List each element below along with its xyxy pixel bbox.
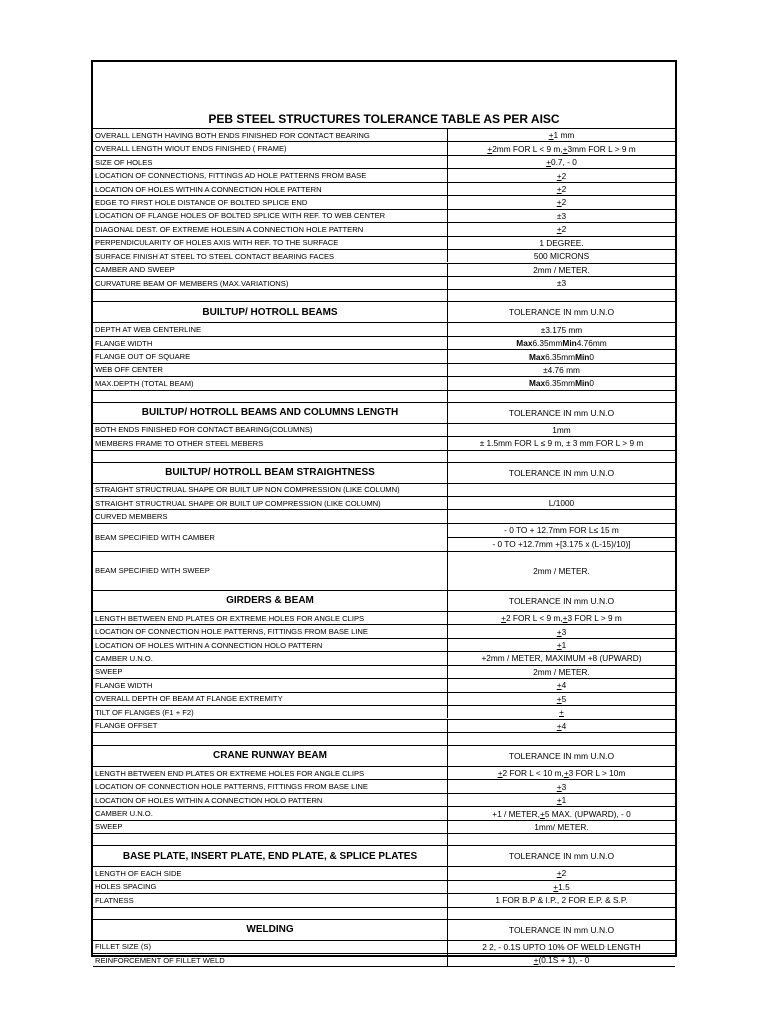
tolerance-value: + 2	[556, 868, 567, 879]
table-row	[93, 141, 675, 154]
section-heading: GIRDERS & BEAM	[93, 591, 448, 611]
table-row	[93, 249, 675, 262]
tolerance-value: + 4	[556, 680, 567, 691]
blank-cell	[93, 391, 448, 402]
tolerance-value: 1mm	[552, 424, 571, 435]
blank-cell	[93, 290, 448, 301]
table-row	[93, 423, 675, 436]
tolerance-heading: TOLERANCE IN mm U.N.O	[508, 595, 615, 606]
tolerance-heading: TOLERANCE IN mm U.N.O	[508, 407, 615, 418]
page-title: PEB STEEL STRUCTURES TOLERANCE TABLE AS PER AISC	[208, 112, 560, 126]
tolerance-value: 500 MICRONS	[533, 251, 590, 262]
table-row	[93, 779, 675, 792]
item-label: STRAIGHT STRUCTRUAL SHAPE OR BUILT UP COMPRESSION (LIKE COLUMN)	[93, 497, 448, 509]
item-label: FLANGE OFFSET	[93, 720, 448, 732]
tolerance-value: + 1 mm	[548, 130, 575, 141]
item-label: FILLET SIZE (S)	[93, 941, 448, 953]
table-row	[93, 289, 675, 301]
table-row	[93, 263, 675, 276]
table-row	[93, 845, 675, 866]
table-row	[93, 919, 675, 940]
section-heading: WELDING	[93, 920, 448, 940]
table-row	[93, 182, 675, 195]
table-row	[93, 336, 675, 349]
blank-cell	[93, 451, 448, 462]
tolerance-value: + 2	[556, 197, 567, 208]
table-row	[93, 624, 675, 637]
tolerance-value: + 0.7, - 0	[546, 157, 577, 168]
item-label: LOCATION OF HOLES WITHIN A CONNECTION HOLO PATTERN	[93, 794, 448, 806]
tolerance-value: ±3.175 mm	[540, 324, 583, 335]
item-label: OVERALL LENGTH WIOUT ENDS FINISHED ( FRAME)	[93, 142, 448, 154]
blank-cell	[93, 834, 448, 845]
table-row	[93, 390, 675, 402]
tolerance-heading: TOLERANCE IN mm U.N.O	[508, 851, 615, 862]
table-row	[93, 402, 675, 423]
item-label: SIZE OF HOLES	[93, 156, 448, 168]
tolerance-value: + 3	[556, 781, 567, 792]
item-label: LENGTH BETWEEN END PLATES OR EXTREME HOLES FOR ANGLE CLIPS	[93, 612, 448, 624]
table-row	[93, 833, 675, 845]
item-label: SWEEP	[93, 821, 448, 833]
tolerance-value: Max 6.35mm Min 0	[528, 378, 595, 389]
section-heading: CRANE RUNWAY BEAM	[93, 746, 448, 766]
table-row	[93, 820, 675, 833]
tolerance-value: 2mm / METER.	[533, 565, 590, 576]
table-row	[93, 551, 675, 590]
table-row	[93, 450, 675, 462]
item-label: FLATNESS	[93, 894, 448, 906]
tolerance-value: ±3	[556, 210, 567, 221]
tolerance-heading: TOLERANCE IN mm U.N.O	[508, 750, 615, 761]
tolerance-value: +2mm / METER, MAXIMUM +8 (UPWARD)	[481, 653, 642, 664]
table-row	[93, 236, 675, 249]
section-heading: BASE PLATE, INSERT PLATE, END PLATE, & SPLICE PLATES	[93, 846, 448, 866]
tolerance-value: + 2	[556, 170, 567, 181]
item-label: LOCATION OF CONNECTION HOLE PATTERNS, FITTINGS FROM BASE LINE	[93, 780, 448, 792]
item-label: CAMBER AND SWEEP	[93, 264, 448, 276]
table-row	[93, 168, 675, 181]
item-label: STRAIGHT STRUCTRUAL SHAPE OR BUILT UP NON COMPRESSION (LIKE COLUMN)	[93, 484, 448, 496]
table-row	[93, 953, 675, 966]
table-row	[93, 301, 675, 322]
item-label: MEMBERS FRAME TO OTHER STEEL MEBERS	[93, 437, 448, 449]
table-row	[93, 276, 675, 289]
table-row	[93, 692, 675, 705]
item-label: LENGTH BETWEEN END PLATES OR EXTREME HOLES FOR ANGLE CLIPS	[93, 767, 448, 779]
tolerance-value: 2mm / METER.	[533, 264, 590, 275]
blank-cell	[448, 451, 675, 462]
tolerance-value: + 5	[556, 693, 567, 704]
tolerance-value: + 1.5	[553, 881, 570, 892]
table-row	[93, 349, 675, 362]
tolerance-value	[448, 524, 675, 551]
item-label: FLANGE WIDTH	[93, 679, 448, 691]
item-label: FLANGE WIDTH	[93, 337, 448, 349]
blank-cell	[93, 733, 448, 745]
table-row	[93, 866, 675, 879]
blank-cell	[448, 733, 675, 745]
table-row	[93, 793, 675, 806]
tolerance-sheet	[91, 60, 677, 966]
item-label: DEPTH AT WEB CENTERLINE	[93, 323, 448, 335]
blank-cell	[448, 834, 675, 845]
item-label: LOCATION OF CONNECTION HOLE PATTERNS, FITTINGS FROM BASE LINE	[93, 625, 448, 637]
camber-tol-1: - 0 TO + 12.7mm FOR L≤ 15 m	[504, 525, 619, 536]
item-label: CURVED MEMBERS	[93, 510, 448, 522]
item-label: SWEEP	[93, 666, 448, 678]
table-row	[93, 376, 675, 389]
section-heading: BUILTUP/ HOTROLL BEAMS	[93, 302, 448, 322]
table-row	[93, 209, 675, 222]
table-row	[93, 222, 675, 235]
item-label: CAMBER U.N.O.	[93, 652, 448, 664]
table-row	[93, 880, 675, 893]
tolerance-value: + 2mm FOR L < 9 m, + 3mm FOR L > 9 m	[487, 143, 636, 154]
item-label: MAX.DEPTH (TOTAL BEAM)	[93, 377, 448, 389]
table-row	[93, 509, 675, 522]
camber-tol-2: - 0 TO +12.7mm +[3.175 x (L-15)/10)]	[448, 537, 675, 551]
tolerance-value: Max 6.35mm Min 0	[528, 351, 595, 362]
table-row	[93, 611, 675, 624]
section-heading: BUILTUP/ HOTROLL BEAMS AND COLUMNS LENGTH	[93, 403, 448, 423]
tolerance-value: ±3	[556, 278, 567, 289]
item-label: LOCATION OF CONNECTIONS, FITTINGS AD HOLE PATTERNS FROM BASE	[93, 169, 448, 181]
section-heading: BUILTUP/ HOTROLL BEAM STRAIGHTNESS	[93, 463, 448, 483]
tolerance-value: + 2	[556, 184, 567, 195]
table-row	[93, 665, 675, 678]
table-row	[93, 462, 675, 483]
tolerance-value: 1mm/ METER.	[534, 821, 589, 832]
item-label: TILT OF FLANGES (F1 + F2)	[93, 706, 448, 718]
tolerance-value: + 1	[556, 640, 567, 651]
item-label: EDGE TO FIRST HOLE DISTANCE OF BOLTED SPLICE END	[93, 196, 448, 208]
tolerance-heading: TOLERANCE IN mm U.N.O	[508, 467, 615, 478]
table-row	[93, 363, 675, 376]
item-label: OVERALL DEPTH OF BEAM AT FLANGE EXTREMITY	[93, 693, 448, 705]
table-end-line	[93, 966, 675, 967]
item-label: OVERALL LENGTH HAVING BOTH ENDS FINISHED FOR CONTACT BEARING	[93, 129, 448, 141]
tolerance-value: 2 2, - 0.1S UPTO 10% OF WELD LENGTH	[482, 941, 641, 952]
tolerance-heading: TOLERANCE IN mm U.N.O	[508, 924, 615, 935]
table-row	[93, 705, 675, 718]
item-label: REINFORCEMENT OF FILLET WELD	[93, 954, 448, 966]
table-row	[93, 195, 675, 208]
table-row	[93, 806, 675, 819]
item-label: LOCATION OF FLANGE HOLES OF BOLTED SPLICE WITH REF. TO WEB CENTER	[93, 210, 448, 222]
tolerance-value: +1 / METER, + 5 MAX. (UPWARD), - 0	[492, 808, 631, 819]
table-row	[93, 590, 675, 611]
table-row	[93, 940, 675, 953]
blank-cell	[448, 290, 675, 301]
tolerance-value: +	[559, 707, 564, 718]
tolerance-value: + 4	[556, 720, 567, 731]
tolerance-value: ± 1.5mm FOR L ≤ 9 m, ± 3 mm FOR L > 9 m	[479, 438, 644, 449]
tolerance-value: Max 6.35mm Min 4.76mm	[516, 338, 607, 349]
table-row	[93, 745, 675, 766]
tolerance-value: + 1	[556, 795, 567, 806]
item-label: LOCATION OF HOLES WITHIN A CONNECTION HOLE PATTERN	[93, 183, 448, 195]
item-label: BEAM SPECIFIED WITH SWEEP	[93, 552, 448, 590]
item-label: WEB OFF CENTER	[93, 364, 448, 376]
blank-cell	[93, 908, 448, 919]
table-row	[93, 523, 675, 551]
tolerance-value	[448, 484, 675, 496]
item-label: SURFACE FINISH AT STEEL TO STEEL CONTACT BEARING FACES	[93, 250, 448, 262]
blank-cell	[448, 391, 675, 402]
tolerance-value: 1 FOR B.P & I.P., 2 FOR E.P. & S.P.	[495, 895, 628, 906]
table-row	[93, 766, 675, 779]
item-label: DIAGONAL DEST. OF EXTREME HOLESIN A CONNECTION HOLE PATTERN	[93, 223, 448, 235]
table-row	[93, 893, 675, 906]
tolerance-value	[448, 510, 675, 522]
item-label: LENGTH OF EACH SIDE	[93, 867, 448, 879]
table-row	[93, 907, 675, 919]
tolerance-value: L/1000	[548, 498, 575, 509]
item-label: BOTH ENDS FINISHED FOR CONTACT BEARING(COLUMNS)	[93, 424, 448, 436]
tolerance-heading: TOLERANCE IN mm U.N.O	[508, 307, 615, 318]
table-row	[93, 128, 675, 141]
tolerance-value: + 2 FOR L < 10 m, + 3 FOR L > 10m	[497, 768, 626, 779]
table-row	[93, 496, 675, 509]
table-row	[93, 678, 675, 691]
item-label: CURVATURE BEAM OF MEMBERS (MAX.VARIATIONS)	[93, 277, 448, 289]
item-label: PERPENDICULARITY OF HOLES AXIS WITH REF. TO THE SURFACE	[93, 237, 448, 249]
tolerance-value: ±4.76 mm	[543, 364, 580, 375]
table-row	[93, 638, 675, 651]
table-row	[93, 732, 675, 745]
table-row	[93, 155, 675, 168]
item-label: LOCATION OF HOLES WITHIN A CONNECTION HOLO PATTERN	[93, 639, 448, 651]
table-row	[93, 483, 675, 496]
tolerance-value: 1 DEGREE.	[539, 237, 584, 248]
tolerance-value: + 3	[556, 626, 567, 637]
tolerance-value: + (0.1S + 1), - 0	[533, 955, 590, 966]
tolerance-value: + 2	[556, 224, 567, 235]
item-label: HOLES SPACING	[93, 881, 448, 893]
table-row	[93, 651, 675, 664]
table-row	[93, 322, 675, 335]
item-label: FLANGE OUT OF SQUARE	[93, 350, 448, 362]
tolerance-value: 2mm / METER.	[533, 666, 590, 677]
tolerance-value: + 2 FOR L < 9 m, + 3 FOR L > 9 m	[501, 613, 622, 624]
item-label: CAMBER U.N.O.	[93, 807, 448, 819]
item-label: BEAM SPECIFIED WITH CAMBER	[93, 524, 448, 551]
blank-cell	[448, 908, 675, 919]
table-row	[93, 719, 675, 732]
table-row	[93, 436, 675, 449]
